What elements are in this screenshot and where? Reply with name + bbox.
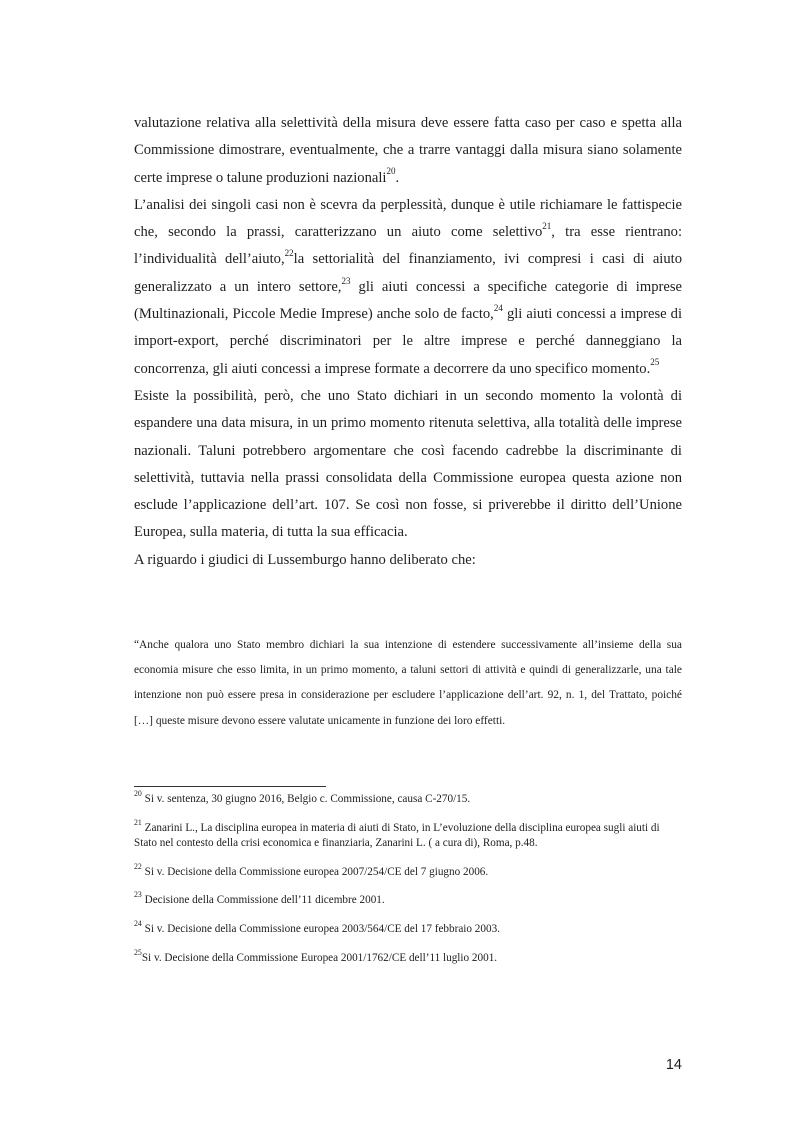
paragraph-1: [134, 110, 682, 192]
paragraph-text: gli aiuti concessi a imprese di import-export, perché discriminatori per le altre imprese e perché danneggiano la concorrenza, gli aiuti concessi a imprese formate a decorrere da uno specifico momento.: [134, 306, 683, 377]
footnote-text: Si v. Decisione della Commissione europea 2007/254/CE del 7 giugno 2006.: [141, 865, 489, 878]
footnotes: [134, 789, 682, 979]
footnote-text: Si v. Decisione della Commissione europea 2003/564/CE del 17 febbraio 2003.: [141, 922, 500, 935]
footnote-ref-20[interactable]: 20: [386, 166, 396, 177]
footnote-number: 22: [134, 861, 142, 871]
footnote-number: 24: [134, 919, 142, 929]
footnote-25: [134, 947, 682, 967]
footnote-21: [134, 817, 682, 852]
footnote-20: [134, 789, 682, 808]
footnote-23: [134, 890, 682, 909]
paragraph-text: L’analisi dei singoli casi non è scevra da perplessità, dunque è utile richiamare le fattispecie che, secondo la prassi, caratterizzano un aiuto come selettivo: [134, 196, 682, 241]
footnote-text: Decisione della Commissione dell’11 dicembre 2001.: [141, 894, 385, 907]
footnote-22: [134, 861, 682, 881]
main-text: [134, 110, 682, 574]
footnote-ref-23[interactable]: 23: [341, 275, 351, 286]
footnote-ref-21[interactable]: 21: [542, 220, 552, 231]
footnote-text: Si v. Decisione della Commissione Europea 2001/1762/CE dell’11 luglio 2001.: [141, 951, 498, 964]
paragraph-text: la settorialità del finanziamento, ivi compresi i casi di aiuto generalizzato a un intero settore,: [134, 251, 683, 295]
paragraph-4: A riguardo i giudici di Lussemburgo hanno deliberato che:: [134, 551, 476, 568]
footnote-text: Si v. sentenza, 30 giugno 2016, Belgio c. Commissione, causa C-270/15.: [141, 793, 471, 805]
paragraph-3: Esiste la possibilità, però, che uno Stato dichiari in un secondo momento la volontà di espandere una data misura, in un primo momento ritenuta selettiva, alla totalità delle imprese nazionali. Taluni potrebbero argomentare che così facendo cadrebbe la discriminante di selettività, tuttavia nella prassi consolidata della Commissione europea questa azione non esclude l’applicazione dell’art. 107. Se così non fosse, si priverebbe il diritto dell’Unione Europea, sulla materia, di tutta la sua efficacia.: [134, 387, 682, 541]
footnote-text: Zanarini L., La disciplina europea in materia di aiuti di Stato, in L’evoluzione della disciplina europea sugli aiuti di Stato nel contesto della crisi economica e finanziaria, Zanarini L. ( a cura di), Roma, p.48.: [134, 821, 660, 850]
footnote-24: [134, 919, 682, 938]
footnote-ref-22[interactable]: 22: [284, 248, 294, 259]
paragraph-2: [134, 192, 682, 383]
footnote-number: 20: [134, 789, 142, 799]
footnote-separator: [134, 786, 326, 787]
paragraph-text: gli aiuti concessi a specifiche categorie di imprese (Multinazionali, Piccole Medie Imprese) anche solo de facto,: [134, 278, 682, 323]
footnote-ref-25[interactable]: 25: [650, 357, 660, 368]
paragraph-text: , tra esse rientrano: l’individualità dell’aiuto,: [134, 224, 682, 268]
page-number: 14: [665, 1057, 682, 1073]
footnote-number: 21: [134, 817, 142, 827]
footnote-number: 25: [134, 947, 142, 957]
paragraph-text: .: [395, 169, 400, 186]
paragraph-text: valutazione relativa alla selettività della misura deve essere fatta caso per caso e spetta alla Commissione dimostrare, eventualmente, che a trarre vantaggi dalla misura siano solamente certe imprese o talune produzioni nazionali: [134, 115, 682, 186]
footnote-number: 23: [134, 890, 142, 900]
footnote-ref-24[interactable]: 24: [493, 302, 503, 313]
block-quote: “Anche qualora uno Stato membro dichiari la sua intenzione di estendere successivamente all’insieme della sua economia misure che esso limita, in un primo momento, a taluni settori di attività e quindi di generalizzarle, una tale intenzione non può essere presa in considerazione per escludere l’applicazione dell’art. 92, n. 1, del Trattato, poiché […] queste misure devono essere valutate unicamente in funzione dei loro effetti.: [134, 639, 682, 727]
